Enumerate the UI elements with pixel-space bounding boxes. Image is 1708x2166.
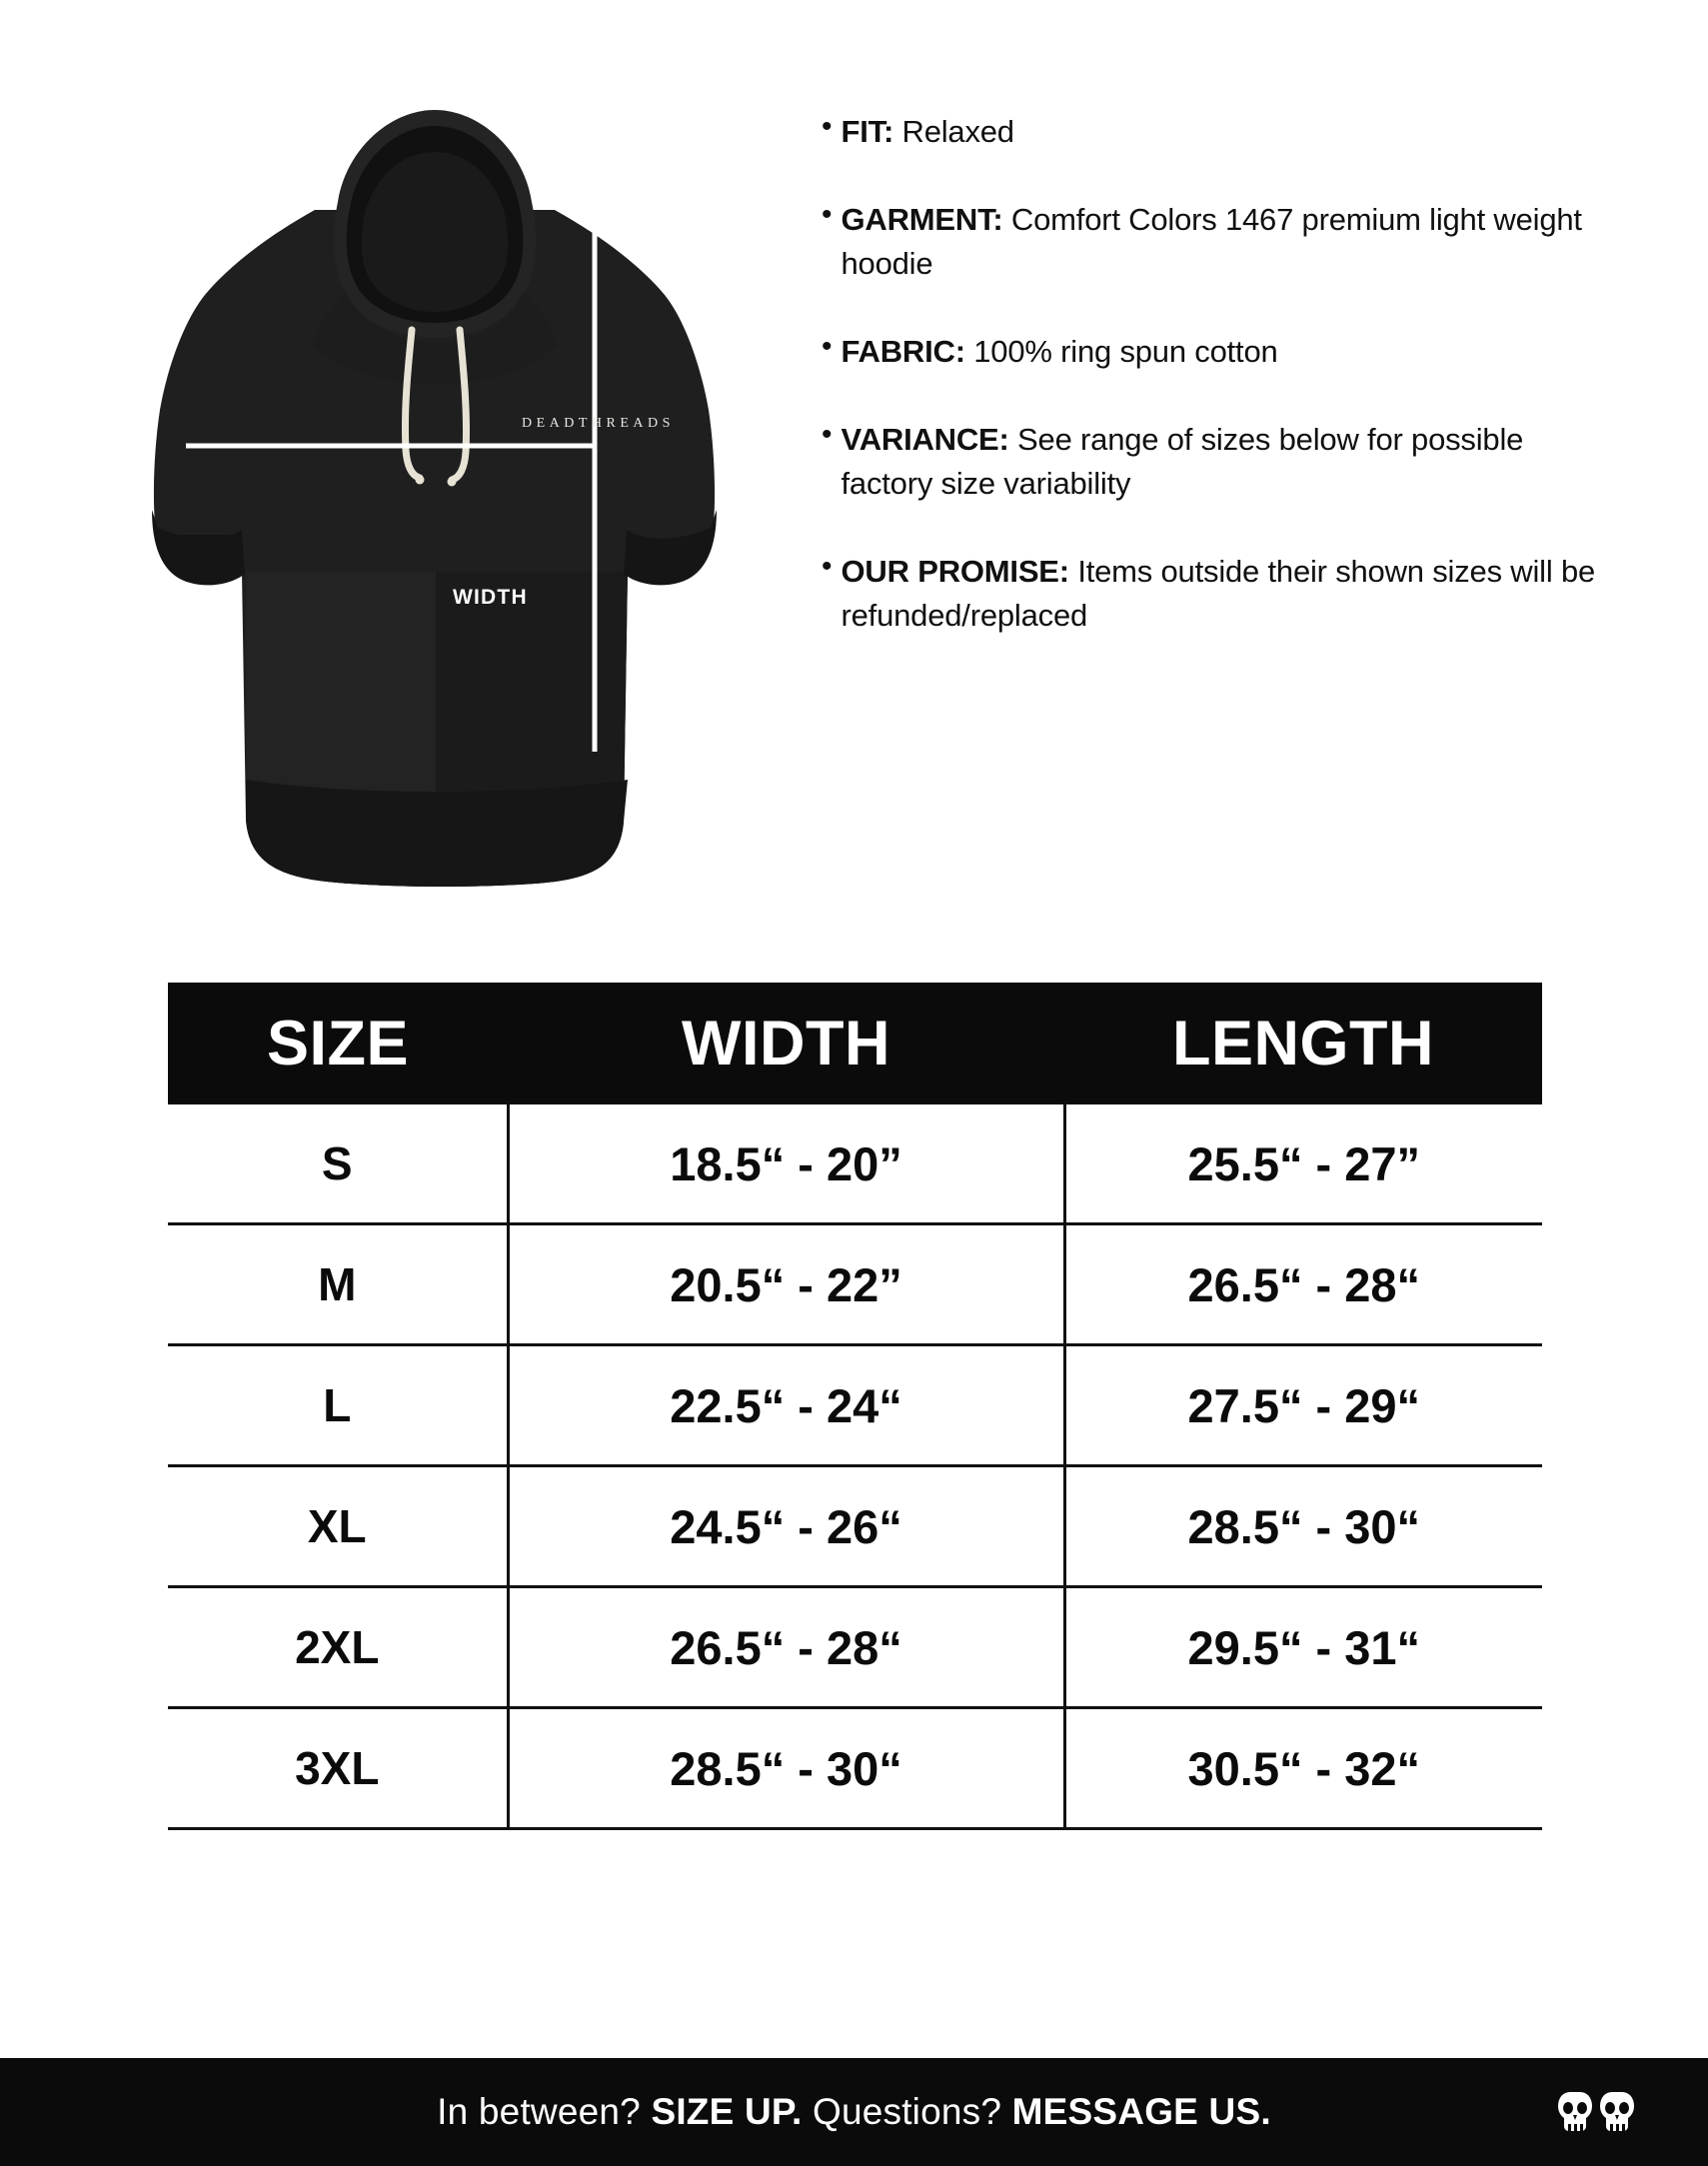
table-row [168, 1587, 1542, 1708]
detail-text [842, 550, 1611, 638]
cell-length: 30.5“ - 32“ [1064, 1708, 1542, 1829]
footer-message-us: MESSAGE US. [1011, 2091, 1271, 2132]
skulls-icon [1556, 2084, 1636, 2140]
cell-width: 18.5“ - 20” [508, 1104, 1064, 1224]
bullet-icon: • [822, 198, 833, 231]
cell-size: S [168, 1104, 508, 1224]
list-item [822, 418, 1611, 506]
cell-length: 26.5“ - 28“ [1064, 1224, 1542, 1345]
cell-width: 24.5“ - 26“ [508, 1466, 1064, 1587]
list-item [822, 198, 1611, 286]
cell-width: 20.5“ - 22” [508, 1224, 1064, 1345]
detail-value: See range of sizes below for possible factory size variability [841, 422, 1524, 501]
list-item [822, 110, 1611, 154]
column-header-size: SIZE [168, 983, 508, 1104]
detail-text [842, 198, 1611, 286]
detail-label: FABRIC: [841, 334, 965, 369]
table-row [168, 1708, 1542, 1829]
detail-value: Relaxed [893, 114, 1014, 149]
bullet-icon: • [822, 110, 833, 143]
cell-size: XL [168, 1466, 508, 1587]
hoodie-graphic [150, 80, 720, 900]
cell-width: 28.5“ - 30“ [508, 1708, 1064, 1829]
cell-size: 2XL [168, 1587, 508, 1708]
bullet-icon: • [822, 550, 833, 583]
brand-mark: DEADTHREADS [522, 416, 675, 431]
table-header [168, 983, 1542, 1104]
cell-length: 27.5“ - 29“ [1064, 1345, 1542, 1466]
product-details-list [822, 110, 1611, 682]
detail-label: OUR PROMISE: [841, 554, 1069, 589]
length-measurement-label: LENGTH [748, 670, 769, 756]
table-row [168, 1224, 1542, 1345]
table-row [168, 1345, 1542, 1466]
cell-width: 26.5“ - 28“ [508, 1587, 1064, 1708]
bullet-icon: • [822, 330, 833, 363]
list-item [822, 330, 1611, 374]
detail-label: FIT: [841, 114, 894, 149]
size-chart [168, 983, 1542, 1830]
footer-prefix: In between? [437, 2091, 652, 2132]
detail-text [842, 330, 1278, 374]
detail-text [842, 418, 1611, 506]
table-header-row [168, 983, 1542, 1104]
table-body [168, 1104, 1542, 1829]
size-chart-table [168, 983, 1542, 1830]
list-item [822, 550, 1611, 638]
cell-size: M [168, 1224, 508, 1345]
detail-label: VARIANCE: [841, 422, 1009, 457]
footer-banner [0, 2058, 1708, 2166]
detail-value: 100% ring spun cotton [964, 334, 1278, 369]
width-measurement-label: WIDTH [453, 586, 528, 609]
footer-message [437, 2091, 1271, 2133]
column-header-width: WIDTH [508, 983, 1064, 1104]
hoodie-illustration [150, 80, 769, 900]
product-info-section [0, 0, 1708, 955]
table-row [168, 1104, 1542, 1224]
cell-width: 22.5“ - 24“ [508, 1345, 1064, 1466]
detail-value: Items outside their shown sizes will be refunded/replaced [841, 554, 1596, 633]
cell-size: 3XL [168, 1708, 508, 1829]
footer-size-up: SIZE UP. [651, 2091, 803, 2132]
cell-length: 29.5“ - 31“ [1064, 1587, 1542, 1708]
cell-length: 25.5“ - 27” [1064, 1104, 1542, 1224]
footer-middle: Questions? [802, 2091, 1012, 2132]
detail-label: GARMENT: [841, 202, 1003, 237]
detail-text [842, 110, 1014, 154]
cell-length: 28.5“ - 30“ [1064, 1466, 1542, 1587]
bullet-icon: • [822, 418, 833, 451]
cell-size: L [168, 1345, 508, 1466]
table-row [168, 1466, 1542, 1587]
column-header-length: LENGTH [1064, 983, 1542, 1104]
detail-value: Comfort Colors 1467 premium light weight hoodie [841, 202, 1582, 281]
